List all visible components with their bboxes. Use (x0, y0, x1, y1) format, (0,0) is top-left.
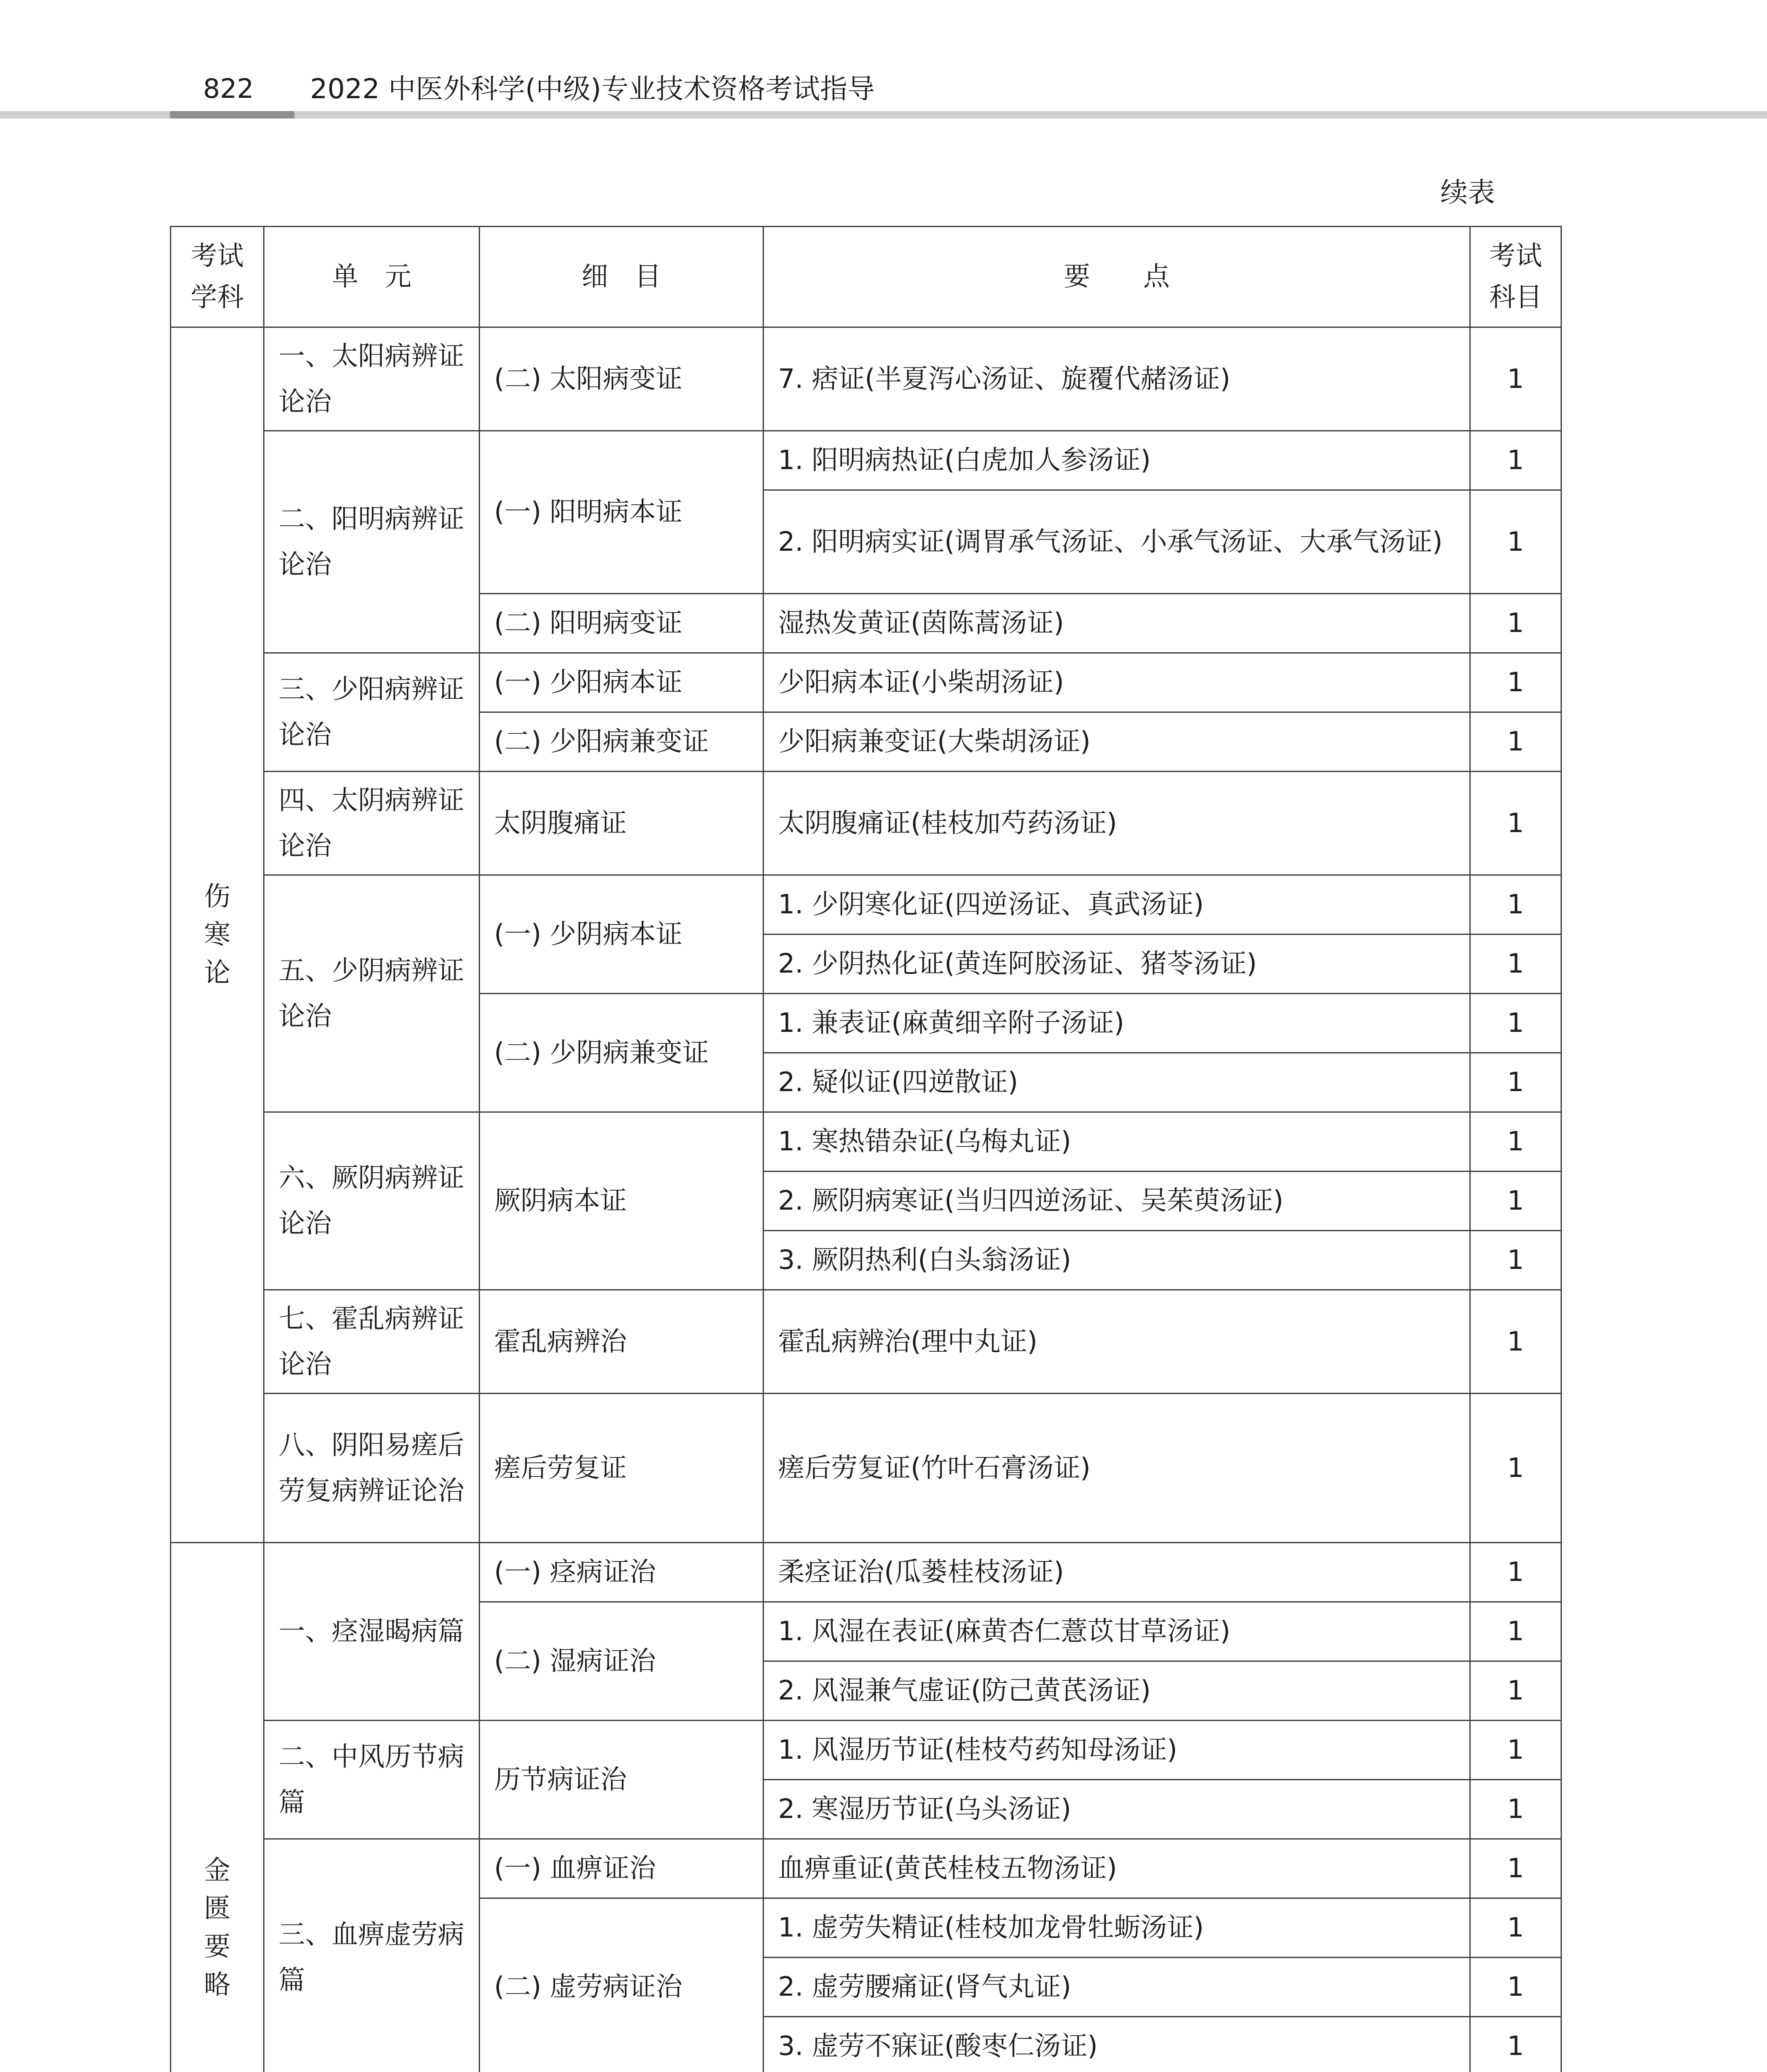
table-row (171, 772, 1561, 875)
exam-cell: 1 (1470, 431, 1561, 490)
item-cell: (二) 太阳病变证 (480, 327, 764, 431)
exam-cell: 1 (1470, 1661, 1561, 1721)
exam-cell: 1 (1470, 653, 1561, 712)
point-cell: 1. 寒热错杂证(乌梅丸证) (764, 1112, 1470, 1172)
point-cell: 少阳病本证(小柴胡汤证) (764, 653, 1470, 712)
exam-cell: 1 (1470, 1290, 1561, 1394)
item-cell: (一) 血痹证治 (480, 1839, 764, 1898)
item-cell: 厥阴病本证 (480, 1112, 764, 1290)
unit-cell: 二、中风历节病篇 (264, 1721, 480, 1839)
exam-cell: 1 (1470, 1112, 1561, 1172)
point-cell: 3. 虚劳不寐证(酸枣仁汤证) (764, 2017, 1470, 2072)
column-header-item: 细 目 (480, 227, 764, 327)
header-rule-accent (170, 111, 294, 119)
continued-label: 续表 (1440, 177, 1495, 208)
item-cell: 历节病证治 (480, 1721, 764, 1839)
point-cell: 1. 阳明病热证(白虎加人参汤证) (764, 431, 1470, 490)
exam-cell: 1 (1470, 934, 1561, 994)
exam-cell: 1 (1470, 594, 1561, 653)
exam-cell: 1 (1470, 994, 1561, 1053)
table-row (171, 1112, 1561, 1172)
exam-cell: 1 (1470, 1721, 1561, 1780)
exam-cell: 1 (1470, 1780, 1561, 1839)
point-cell: 1. 虚劳失精证(桂枝加龙骨牡蛎汤证) (764, 1898, 1470, 1958)
point-cell: 2. 疑似证(四逆散证) (764, 1053, 1470, 1112)
item-cell: (二) 湿病证治 (480, 1602, 764, 1721)
syllabus-table (170, 226, 1562, 2072)
exam-cell: 1 (1470, 2017, 1561, 2072)
table-row (171, 1543, 1561, 1602)
unit-cell: 一、太阳病辨证论治 (264, 327, 480, 431)
exam-cell: 1 (1470, 1839, 1561, 1898)
exam-cell: 1 (1470, 490, 1561, 594)
item-cell: 霍乱病辨治 (480, 1290, 764, 1394)
unit-cell: 四、太阴病辨证论治 (264, 772, 480, 875)
point-cell: 霍乱病辨治(理中丸证) (764, 1290, 1470, 1394)
point-cell: 2. 寒湿历节证(乌头汤证) (764, 1780, 1470, 1839)
unit-cell: 一、痉湿暍病篇 (264, 1543, 480, 1721)
point-cell: 血痹重证(黄芪桂枝五物汤证) (764, 1839, 1470, 1898)
unit-cell: 六、厥阴病辨证论治 (264, 1112, 480, 1290)
point-cell: 1. 风湿在表证(麻黄杏仁薏苡甘草汤证) (764, 1602, 1470, 1661)
table-row (171, 875, 1561, 934)
point-cell: 1. 兼表证(麻黄细辛附子汤证) (764, 994, 1470, 1053)
column-header-point: 要 点 (764, 227, 1470, 327)
unit-cell: 三、少阳病辨证论治 (264, 653, 480, 772)
item-cell: (一) 少阳病本证 (480, 653, 764, 712)
point-cell: 1. 风湿历节证(桂枝芍药知母汤证) (764, 1721, 1470, 1780)
table-row (171, 327, 1561, 431)
exam-cell: 1 (1470, 712, 1561, 772)
column-header-unit: 单 元 (264, 227, 480, 327)
point-cell: 少阳病兼变证(大柴胡汤证) (764, 712, 1470, 772)
subject-cell: 伤寒论 (171, 327, 264, 1543)
point-cell: 太阴腹痛证(桂枝加芍药汤证) (764, 772, 1470, 875)
point-cell: 2. 阳明病实证(调胃承气汤证、小承气汤证、大承气汤证) (764, 490, 1470, 594)
item-cell: (二) 虚劳病证治 (480, 1898, 764, 2072)
unit-cell: 五、少阴病辨证论治 (264, 875, 480, 1112)
page-number: 822 (203, 74, 254, 104)
exam-cell: 1 (1470, 1394, 1561, 1543)
table-row (171, 1394, 1561, 1543)
point-cell: 3. 厥阴热利(白头翁汤证) (764, 1231, 1470, 1290)
column-header-subject: 考试学科 (171, 227, 264, 327)
item-cell: (二) 少阴病兼变证 (480, 994, 764, 1112)
item-cell: (一) 阳明病本证 (480, 431, 764, 594)
exam-cell: 1 (1470, 772, 1561, 875)
exam-cell: 1 (1470, 1898, 1561, 1958)
item-cell: 太阴腹痛证 (480, 772, 764, 875)
exam-cell: 1 (1470, 1958, 1561, 2017)
exam-cell: 1 (1470, 327, 1561, 431)
item-cell: 瘥后劳复证 (480, 1394, 764, 1543)
unit-cell: 二、阳明病辨证论治 (264, 431, 480, 653)
item-cell: (二) 少阳病兼变证 (480, 712, 764, 772)
unit-cell: 三、血痹虚劳病篇 (264, 1839, 480, 2072)
point-cell: 1. 少阴寒化证(四逆汤证、真武汤证) (764, 875, 1470, 934)
table-row (171, 653, 1561, 712)
table-header-row (171, 227, 1561, 327)
exam-cell: 1 (1470, 1172, 1561, 1231)
table-row (171, 1839, 1561, 1898)
point-cell: 2. 虚劳腰痛证(肾气丸证) (764, 1958, 1470, 2017)
header-rule (0, 111, 1767, 126)
point-cell: 7. 痞证(半夏泻心汤证、旋覆代赭汤证) (764, 327, 1470, 431)
point-cell: 瘥后劳复证(竹叶石膏汤证) (764, 1394, 1470, 1543)
subject-cell: 金匮要略 (171, 1543, 264, 2072)
exam-cell: 1 (1470, 1053, 1561, 1112)
unit-cell: 七、霍乱病辨证论治 (264, 1290, 480, 1394)
exam-cell: 1 (1470, 1543, 1561, 1602)
exam-cell: 1 (1470, 875, 1561, 934)
point-cell: 2. 风湿兼气虚证(防己黄芪汤证) (764, 1661, 1470, 1721)
unit-cell: 八、阴阳易瘥后劳复病辨证论治 (264, 1394, 480, 1543)
table-row (171, 1290, 1561, 1394)
running-title: 2022 中医外科学(中级)专业技术资格考试指导 (310, 73, 875, 105)
point-cell: 湿热发黄证(茵陈蒿汤证) (764, 594, 1470, 653)
item-cell: (一) 痉病证治 (480, 1543, 764, 1602)
exam-cell: 1 (1470, 1602, 1561, 1661)
item-cell: (一) 少阴病本证 (480, 875, 764, 994)
point-cell: 2. 厥阴病寒证(当归四逆汤证、吴茱萸汤证) (764, 1172, 1470, 1231)
item-cell: (二) 阳明病变证 (480, 594, 764, 653)
point-cell: 柔痉证治(瓜蒌桂枝汤证) (764, 1543, 1470, 1602)
exam-cell: 1 (1470, 1231, 1561, 1290)
column-header-exam: 考试科目 (1470, 227, 1561, 327)
table-row (171, 431, 1561, 490)
table-row (171, 1721, 1561, 1780)
point-cell: 2. 少阴热化证(黄连阿胶汤证、猪苓汤证) (764, 934, 1470, 994)
